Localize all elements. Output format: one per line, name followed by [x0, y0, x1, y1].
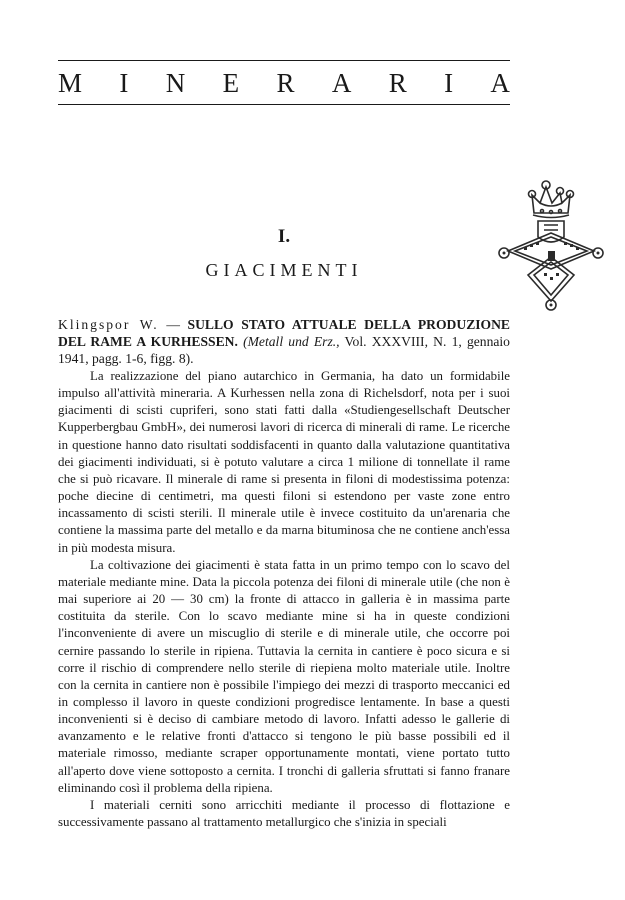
bibliographic-entry: [58, 316, 510, 367]
section-letter: A: [331, 67, 352, 98]
section-letter: R: [276, 67, 295, 98]
header-top-rule: [58, 60, 510, 61]
section-letter: I: [444, 67, 454, 98]
chapter-number: I.: [277, 226, 291, 247]
section-letter: R: [388, 67, 407, 98]
section-letter: I: [119, 67, 129, 98]
section-letter: A: [490, 67, 510, 98]
section-letter: M: [58, 67, 83, 98]
crown-icon: [529, 181, 574, 218]
entry-journal: (Metall und Erz.,: [243, 334, 340, 349]
header-bottom-rule: [58, 104, 510, 105]
chapter-title: GIACIMENTI: [205, 260, 363, 280]
entry-dash: —: [158, 317, 188, 332]
section-letter: E: [222, 67, 240, 98]
entry-title: SULLO STATO ATTUALE DELLA PRODUZIONE DEL RAME A KURHESSEN.: [58, 317, 511, 349]
body-paragraph: La realizzazione del piano autarchico in Germania, ha dato un formidabile impulso all'attività mineraria. A Kurhessen nella zona di Richelsdorf, nota per i suoi giacimenti di scisti cupriferi, sono stati fatti dalla «Studiengesellschaft Deutscher Kupperbergbau GmbH», dei numerosi lavori di ricerca di minerali di rame. Le ricerche in questione hanno dato risultati soddisfacenti in quanto dalla valutazione quantitativa dei giacimenti individuati, si è potuto valutare a circa 1 milione di tonnellate il rame che si può ricavare. Il minerale di rame si presenta in filoni di modestissima potenza: poche diecine di centimetri, ma questi filoni si estendono per vaste zone entro incassamento di scisti sterili. Il minerale utile è invece costituito da un'arenaria che contiene la massima parte del metallo e da marna bituminosa che ne contiene anch'essa in più modesta misura.: [58, 369, 510, 555]
section-letter: N: [165, 67, 186, 98]
entry-citation: Vol. XXXVIII, N. 1, gennaio 1941, pagg. 1-6, figg. 8).: [58, 334, 510, 366]
body-paragraph: La coltivazione dei giacimenti è stata fatta in un primo tempo con lo scavo del materiale mediante mine. Data la piccola potenza dei filoni di minerale utile (che non è mai superiore ai 20 — 30 cm) la fronte di attacco in galleria è in massima parte costituita da sterile. Con lo scavo mediante mine si ha in queste condizioni l'inconveniente di avere un miscuglio di sterile e di minerale utile, che occorre poi cernire passando lo sterile in ripiena. Tuttavia la cernita in cantiere è poco sicura e si corre il rischio di comprendere nello sterile di riepiena molto materiale utile. Inoltre con la cernita in cantiere non è possibile l'impiego dei mezzi di trasporto meccanici ed in complesso il lavoro in queste condizioni progredisce lentamente. In base a questi inconvenienti si è deciso di cambiare metodo di lavoro. Infatti adesso le gallerie di avanzamento e le relative fronti d'attacco si tengono le più basse possibili ed il materiale rimosso, mediante scraper opportunamente montati, viene portato tutto all'aperto dove viene sottoposto a cernita. I tronchi di galleria sfruttati si fanno franare eliminando così il problema della ripiena.: [58, 557, 510, 795]
entry-author: Klingspor W.: [58, 317, 159, 332]
article-body: [58, 368, 510, 831]
body-paragraph: I materiali cerniti sono arricchiti mediante il processo di flottazione e successivamente passano al trattamento metallurgico che s'inizia in speciali: [58, 797, 510, 830]
section-title: [58, 63, 510, 103]
